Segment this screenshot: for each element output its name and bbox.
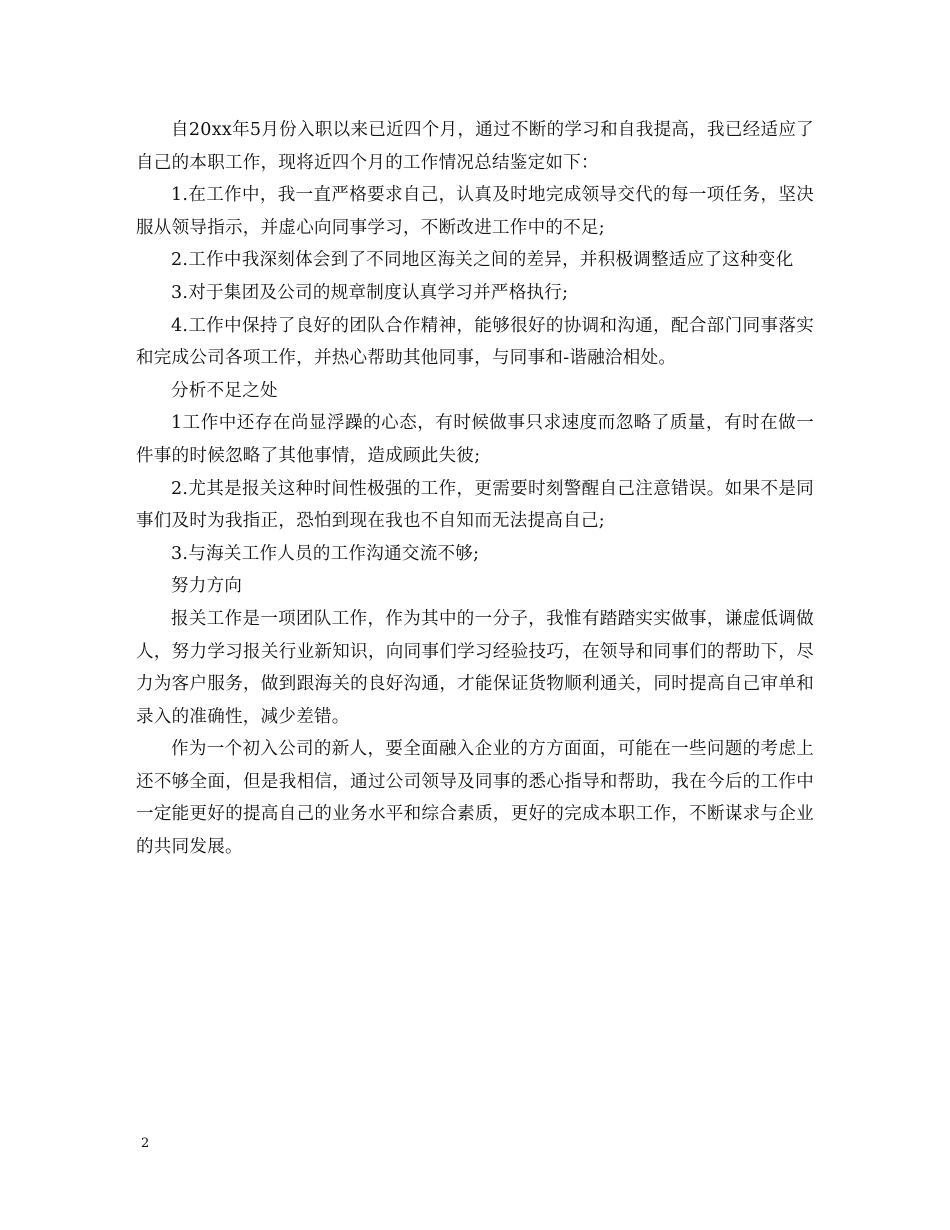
paragraph-shortcoming-1: 1工作中还存在尚显浮躁的心态，有时候做事只求速度而忽略了质量，有时在做一件事的时候忽略了其他事情，造成顾此失彼;: [136, 413, 814, 466]
paragraph-direction: 报关工作是一项团队工作，作为其中的一分子，我惟有踏踏实实做事，谦虚低调做人，努力学习报关行业新知识，向同事们学习经验技巧，在领导和同事们的帮助下，尽力为客户服务，做到跟海关的良好沟通，才能保证货物顺利通关，同时提高自己审单和录入的准确性，减少差错。: [136, 608, 814, 727]
paragraph-item-1: 1.在工作中，我一直严格要求自己，认真及时地完成领导交代的每一项任务，坚决服从领导指示，并虚心向同事学习，不断改进工作中的不足;: [136, 185, 814, 238]
paragraph-intro: 自20xx年5月份入职以来已近四个月，通过不断的学习和自我提高，我已经适应了自己的本职工作，现将近四个月的工作情况总结鉴定如下：: [136, 120, 814, 173]
section-heading-shortcomings: 分析不足之处: [171, 380, 278, 401]
paragraph-shortcoming-3: 3.与海关工作人员的工作沟通交流不够;: [171, 543, 480, 564]
paragraph-conclusion: 作为一个初入公司的新人，要全面融入企业的方方面面，可能在一些问题的考虑上还不够全面，但是我相信，通过公司领导及同事的悉心指导和帮助，我在今后的工作中一定能更好的提高自己的业务水平和综合素质，更好的完成本职工作，不断谋求与企业的共同发展。: [136, 739, 814, 858]
section-heading-direction: 努力方向: [171, 576, 243, 597]
paragraph-item-4: 4.工作中保持了良好的团队合作精神，能够很好的协调和沟通，配合部门同事落实和完成公司各项工作，并热心帮助其他同事，与同事和-谐融洽相处。: [136, 315, 814, 369]
paragraph-item-2: 2.工作中我深刻体会到了不同地区海关之间的差异，并积极调整适应了这种变化: [171, 250, 794, 271]
page-number: 2: [141, 1136, 150, 1151]
paragraph-item-3: 3.对于集团及公司的规章制度认真学习并严格执行;: [171, 282, 569, 303]
paragraph-shortcoming-2: 2.尤其是报关这种时间性极强的工作，更需要时刻警醒自己注意错误。如果不是同事们及时为我指正，恐怕到现在我也不自知而无法提高自己;: [136, 478, 814, 532]
document-body: [136, 114, 814, 864]
